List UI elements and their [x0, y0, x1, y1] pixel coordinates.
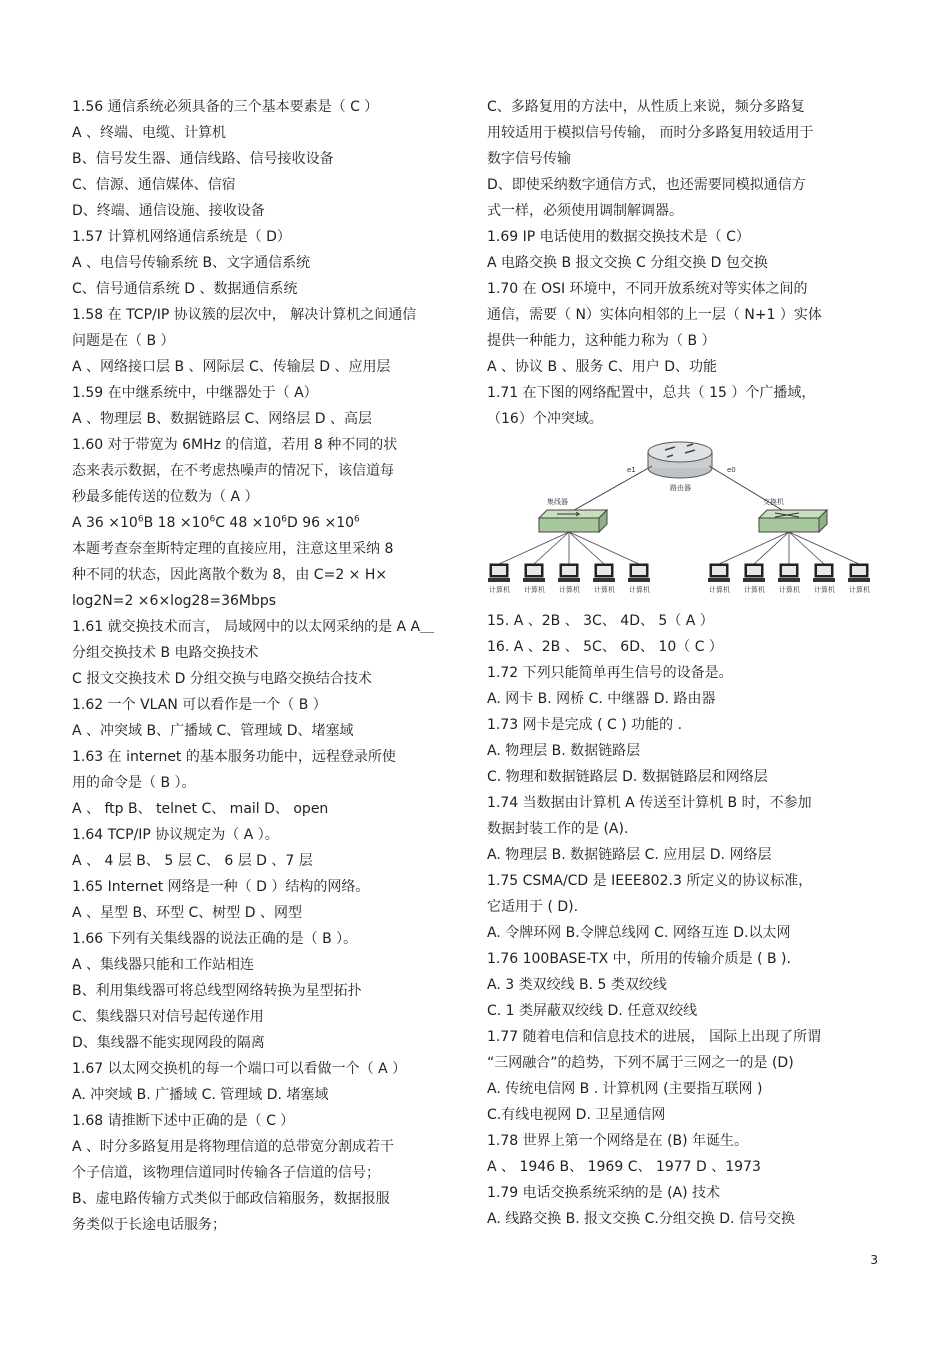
text-line: 1.57 计算机网络通信系统是（ D） [72, 229, 291, 245]
computer-icon [488, 564, 510, 582]
text-line: C. 1 类屏蔽双绞线 D. 任意双绞线 [487, 1003, 698, 1019]
computer-icon [778, 564, 800, 582]
text-line: log2N=2 ×6×log28=36Mbps [72, 593, 277, 609]
text-line: 1.70 在 OSI 环境中，不同开放系统对等实体之间的 [487, 281, 808, 297]
text-line: A 、网络接口层 B 、网际层 C、传输层 D 、应用层 [72, 359, 391, 375]
text-line: 1.76 100BASE-TX 中，所用的传输介质是 ( B ). [487, 951, 791, 967]
link-line [569, 532, 604, 564]
text-line: B、利用集线器可将总线型网络转换为星型拓扑 [72, 983, 362, 999]
computer-icon [743, 564, 765, 582]
text-line: 1.79 电话交换系统采纳的是 (A) 技术 [487, 1185, 721, 1201]
text-line: A 、冲突域 B、广播域 C、管理域 D、堵塞域 [72, 723, 354, 739]
text-line: 1.71 在下图的网络配置中，总共（ 15 ）个广播域， [487, 385, 816, 401]
computer-icon [628, 564, 650, 582]
link-line [754, 532, 789, 564]
formula-option-a: A 36 ×10 [72, 515, 138, 531]
text-line: A 、终端、电缆、计算机 [72, 125, 227, 141]
link-line [569, 532, 639, 564]
text-line: A. 物理层 B. 数据链路层 [487, 743, 641, 759]
text-line: 1.61 就交换技术而言， 局域网中的以太网采纳的是 A A＿ [72, 619, 435, 635]
text-line: A. 传统电信网 B . 计算机网 (主要指互联网 ) [487, 1081, 763, 1097]
hub-icon [539, 510, 607, 532]
formula-exp-b: 6 [209, 514, 216, 525]
text-line: 1.73 网卡是完成 ( C ) 功能的 . [487, 717, 683, 733]
text-line: A. 令牌环网 B.令牌总线网 C. 网络互连 D.以太网 [487, 925, 791, 941]
text-line: 它适用于 ( D). [487, 899, 579, 915]
text-line: C. 物理和数据链路层 D. 数据链路层和网络层 [487, 769, 768, 785]
computer-label: 计算机 [779, 586, 800, 594]
left-column [72, 94, 472, 1238]
text-line: 务类似于长途电话服务； [72, 1217, 226, 1233]
router-icon [648, 442, 712, 478]
text-line: C、信源、通信媒体、信宿 [72, 177, 236, 193]
link-line [534, 532, 569, 564]
computer-label: 计算机 [814, 586, 835, 594]
formula-exp-a: 6 [137, 514, 144, 525]
text-line: A 电路交换 B 报文交换 C 分组交换 D 包交换 [487, 255, 768, 271]
text-line: A 、协议 B 、服务 C、用户 D、功能 [487, 359, 717, 375]
text-line: A 、 ftp B、 telnet C、 mail D、 open [72, 801, 329, 817]
router-label: 路由器 [670, 484, 691, 492]
text-line: A. 冲突域 B. 广播域 C. 管理域 D. 堵塞域 [72, 1087, 329, 1103]
computer-label: 计算机 [524, 586, 545, 594]
text-line: 1.78 世界上第一个网络是在 (B) 年诞生。 [487, 1133, 749, 1149]
text-line: 1.65 Internet 网络是一种（ D ）结构的网络。 [72, 879, 370, 895]
formula-option-d: D 96 ×10 [286, 515, 355, 531]
right-column-top [487, 94, 877, 432]
computer-label: 计算机 [709, 586, 730, 594]
formula-option-c: C 48 ×10 [215, 515, 282, 531]
text-line: 问题是在（ B ） [72, 333, 175, 349]
formula-exp-d: 6 [354, 514, 360, 525]
text-line: B、虚电路传输方式类似于邮政信箱服务，数据报服 [72, 1191, 390, 1207]
computer-icon [813, 564, 835, 582]
computer-label: 计算机 [629, 586, 650, 594]
computer-label: 计算机 [559, 586, 580, 594]
text-line: 提供一种能力，这种能力称为（ B ） [487, 333, 716, 349]
text-line: 1.66 下列有关集线器的说法正确的是（ B ）。 [72, 931, 358, 947]
text-line: 1.63 在 internet 的基本服务功能中，远程登录所使 [72, 749, 396, 765]
text-line: 1.75 CSMA/CD 是 IEEE802.3 所定义的协议标准， [487, 873, 813, 889]
link-line [499, 532, 569, 564]
text-line: 数字信号传输 [487, 151, 571, 167]
text-line: 15. A 、2B 、 3C、 4D、 5（ A ） [487, 613, 714, 629]
text-line: 1.77 随着电信和信息技术的进展， 国际上出现了所谓 [487, 1029, 822, 1045]
switch-label: 交换机 [763, 498, 784, 506]
text-line: A 、物理层 B、数据链路层 C、网络层 D 、高层 [72, 411, 372, 427]
text-line: （16）个冲突域。 [487, 411, 603, 427]
text-line: D、集线器不能实现网段的隔离 [72, 1035, 265, 1051]
text-line: 1.74 当数据由计算机 A 传送至计算机 B 时，不参加 [487, 795, 812, 811]
text-line: A. 线路交换 B. 报文交换 C.分组交换 D. 信号交换 [487, 1211, 795, 1227]
text-line: D、终端、通信设施、接收设备 [72, 203, 265, 219]
computers-group [488, 532, 870, 594]
text-line: A 、电信号传输系统 B、文字通信系统 [72, 255, 311, 271]
text-line: A 、 1946 B、 1969 C、 1977 D 、1973 [487, 1159, 761, 1175]
text-line: 用的命令是（ B ）。 [72, 775, 196, 791]
text-line: D、即使采纳数字通信方式，也还需要同模拟通信方 [487, 177, 806, 193]
text-line: C、多路复用的方法中，从性质上来说，频分多路复 [487, 99, 805, 115]
formula-exp-c: 6 [281, 514, 287, 525]
text-line: 1.62 一个 VLAN 可以看作是一个（ B ） [72, 697, 327, 713]
text-line: 数据封装工作的是 (A). [487, 821, 629, 837]
page-number: 3 [870, 1253, 878, 1267]
text-line: 1.68 请推断下述中正确的是（ C ） [72, 1113, 295, 1129]
link-line [719, 532, 789, 564]
text-line: 态来表示数据，在不考虑热噪声的情况下，该信道每 [72, 463, 394, 479]
formula-option-b: B 18 ×10 [143, 515, 210, 531]
text-line: “三网融合”的趋势，下列不属于三网之一的是 (D) [487, 1055, 794, 1071]
text-line: 用较适用于模拟信号传输， 而时分多路复用较适用于 [487, 125, 814, 141]
text-line: A 、集线器只能和工作站相连 [72, 957, 255, 973]
text-line: 分组交换技术 B 电路交换技术 [72, 645, 259, 661]
computer-icon [558, 564, 580, 582]
text-line: C 报文交换技术 D 分组交换与电路交换结合技术 [72, 671, 372, 687]
computer-icon [708, 564, 730, 582]
hub-label: 集线器 [547, 498, 568, 506]
text-line: 式一样，必须使用调制解调器。 [487, 203, 683, 219]
computer-label: 计算机 [849, 586, 870, 594]
text-line: 1.67 以太网交换机的每一个端口可以看做一个（ A ） [72, 1061, 407, 1077]
text-line: C.有线电视网 D. 卫星通信网 [487, 1107, 666, 1123]
text-line: A. 物理层 B. 数据链路层 C. 应用层 D. 网络层 [487, 847, 772, 863]
right-column-bottom [487, 608, 877, 1232]
right-column [487, 94, 877, 1232]
text-line: B、信号发生器、通信线路、信号接收设备 [72, 151, 334, 167]
computer-icon [848, 564, 870, 582]
text-line: A. 3 类双绞线 B. 5 类双绞线 [487, 977, 667, 993]
text-line: 1.60 对于带宽为 6MHz 的信道，若用 8 种不同的状 [72, 437, 398, 453]
text-line: 种不同的状态，因此离散个数为 8，由 C=2 × H× [72, 567, 388, 583]
computer-label: 计算机 [489, 586, 510, 594]
switch-icon [759, 510, 827, 532]
text-line: 1.59 在中继系统中，中继器处于（ A） [72, 385, 318, 401]
link-line [789, 532, 824, 564]
network-diagram-svg [487, 438, 872, 598]
port-e0-label: e0 [727, 466, 736, 474]
text-line: C、集线器只对信号起传递作用 [72, 1009, 264, 1025]
text-line: 个子信道，该物理信道同时传输各子信道的信号； [72, 1165, 380, 1181]
text-line: C、信号通信系统 D 、数据通信系统 [72, 281, 298, 297]
computer-icon [593, 564, 615, 582]
text-line: A 、星型 B、环型 C、树型 D 、网型 [72, 905, 302, 921]
text-line: A 、 4 层 B、 5 层 C、 6 层 D 、7 层 [72, 853, 313, 869]
link-router-hub [569, 466, 652, 513]
text-line: 通信，需要（ N）实体向相邻的上一层（ N+1 ）实体 [487, 307, 822, 323]
text-line: 秒最多能传送的位数为（ A ） [72, 489, 259, 505]
text-line: 1.64 TCP/IP 协议规定为（ A ）。 [72, 827, 279, 843]
text-line: 1.56 通信系统必须具备的三个基本要素是（ C ） [72, 99, 379, 115]
text-line: A. 网卡 B. 网桥 C. 中继器 D. 路由器 [487, 691, 716, 707]
computer-label: 计算机 [744, 586, 765, 594]
formula-options [72, 510, 472, 536]
text-line: 本题考查奈奎斯特定理的直接应用，注意这里采纳 8 [72, 541, 394, 557]
text-line: 1.72 下列只能简单再生信号的设备是。 [487, 665, 733, 681]
computer-label: 计算机 [594, 586, 615, 594]
text-line: 1.58 在 TCP/IP 协议簇的层次中， 解决计算机之间通信 [72, 307, 417, 323]
text-line: 1.69 IP 电话使用的数据交换技术是（ C） [487, 229, 750, 245]
computer-icon [523, 564, 545, 582]
link-line [789, 532, 859, 564]
text-line: 16. A 、2B 、 5C、 6D、 10（ C ） [487, 639, 723, 655]
network-diagram [487, 438, 877, 602]
text-line: A 、时分多路复用是将物理信道的总带宽分割成若干 [72, 1139, 395, 1155]
port-e1-label: e1 [627, 466, 636, 474]
